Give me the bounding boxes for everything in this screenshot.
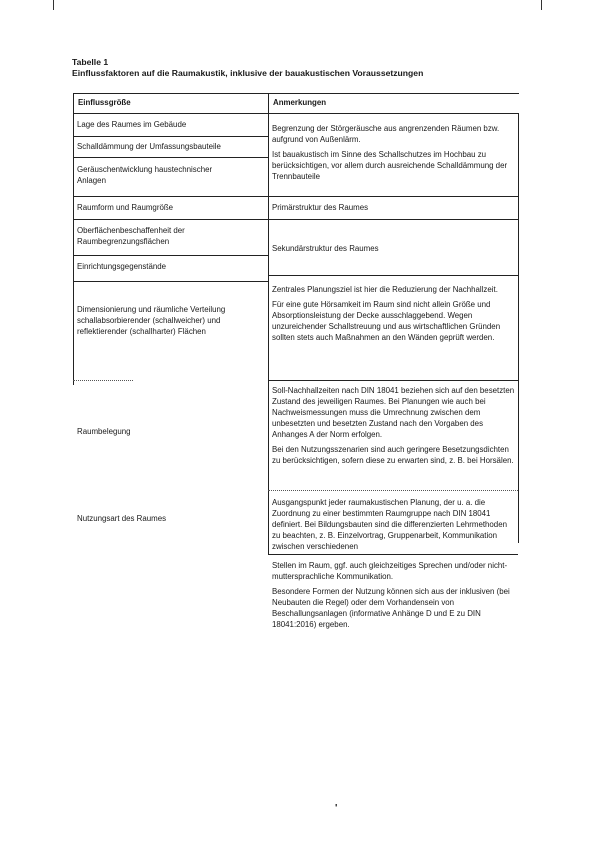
row-rule: [73, 196, 519, 197]
factor-geraeuschentwicklung: Geräuschentwicklung haustechnischer Anlagen: [77, 165, 213, 185]
crop-mark-left: [53, 0, 54, 10]
note-nachhallzeit: [272, 284, 516, 347]
header-anmerkungen: Anmerkungen: [273, 98, 327, 107]
table-title: Tabelle 1: [72, 57, 109, 67]
note-primaerstruktur: Primärstruktur des Raumes: [272, 203, 369, 212]
row-rule: [73, 281, 268, 282]
header-bottom-rule: [73, 113, 519, 114]
footer-mark: ': [335, 803, 338, 814]
header-einflussgroesse: Einflussgröße: [78, 98, 131, 107]
note-paragraph: Für eine gute Hörsamkeit im Raum sind nicht allein Größe und Absorptionsleistung der Decke ausschlaggebend. Wegen unzureichender Schallstreuung und aus wirtschaftlichen Gründen sollten stets auch Maßnahmen an den Wänden geprüft werden.: [272, 300, 501, 342]
row-rule: [73, 255, 268, 256]
factor-schalldaemmung: Schalldämmung der Umfassungsbauteile: [77, 142, 221, 151]
row-rule: [73, 219, 519, 220]
note-raumbelegung: [272, 385, 516, 470]
row-rule: [268, 380, 518, 381]
factor-dimensionierung: Dimensionierung und räumliche Verteilung schallabsorbierender (schallweicher) und reflektierender (schallharter) Flächen: [77, 305, 226, 336]
note-paragraph: Begrenzung der Störgeräusche aus angrenzenden Räumen bzw. aufgrund von Außenlärm.: [272, 124, 500, 144]
note-nutzungsart-continued: [272, 560, 516, 634]
row-rule: [268, 554, 518, 555]
row-rule: [268, 275, 518, 276]
factor-einrichtung: Einrichtungsgegenstände: [77, 262, 167, 271]
right-column-border: [518, 113, 519, 543]
note-paragraph: Bei den Nutzungsszenarien sind auch geringere Besetzungsdichten zu berücksichtigen, sofern diese zu erwarten sind, z. B. bei Horsälen.: [272, 445, 514, 465]
note-paragraph: Zentrales Planungsziel ist hier die Reduzierung der Nachhallzeit.: [272, 285, 498, 294]
factor-nutzungsart: Nutzungsart des Raumes: [77, 514, 167, 523]
factor-raumbelegung: Raumbelegung: [77, 427, 131, 436]
factor-lage: Lage des Raumes im Gebäude: [77, 120, 187, 129]
table-top-rule: [73, 93, 519, 94]
note-paragraph: Besondere Formen der Nutzung können sich aus der inklusiven (bei Neubauten die Regel) oder dem Vorhandensein von Beschallungsanlagen (informative Anhänge D und E zu DIN 18041:2016) ergeben.: [272, 587, 510, 629]
row-rule: [73, 136, 268, 137]
row-rule-dotted: [73, 380, 133, 382]
note-paragraph: Stellen im Raum, ggf. auch gleichzeitiges Sprechen und/oder nicht-muttersprachliche Kommunikation.: [272, 561, 508, 581]
row-rule-dotted: [268, 490, 518, 492]
column-divider: [268, 93, 269, 555]
note-sekundaerstruktur: Sekundärstruktur des Raumes: [272, 244, 379, 253]
table-subtitle: Einflussfaktoren auf die Raumakustik, inklusive der bauakustischen Voraussetzungen: [72, 68, 424, 78]
note-stoergeraeusche: [272, 123, 516, 186]
note-nutzungsart: Ausgangspunkt jeder raumakustischen Planung, der u. a. die Zuordnung zu einer bestimmten Raumgruppe nach DIN 18041 definiert. Bei Bildungsbauten sind die differenzierten Lehrmethoden zu beachten, z. B. Einzelvortrag, Gruppenarbeit, Kommunikation zwischen verschiedenen: [272, 498, 507, 551]
crop-mark-right: [541, 0, 542, 10]
row-rule: [73, 157, 268, 158]
factor-raumform: Raumform und Raumgröße: [77, 203, 174, 212]
note-paragraph: Soll-Nachhallzeiten nach DIN 18041 beziehen sich auf den besetzten Zustand des jeweiligen Raumes. Bei Planungen wie auch bei Nachweismessungen muss die Umrechnung zwischen dem unbesetzten und besetzten Zustand nach den Vorgaben des Anhanges A der Norm erfolgen.: [272, 386, 515, 439]
note-paragraph: Ist bauakustisch im Sinne des Schallschutzes im Hochbau zu berücksichtigen, vor allem durch ausreichende Schalldämmung der Trennbauteile: [272, 150, 508, 181]
factor-oberflaechen: Oberflächenbeschaffenheit der Raumbegrenzungsflächen: [77, 226, 185, 246]
